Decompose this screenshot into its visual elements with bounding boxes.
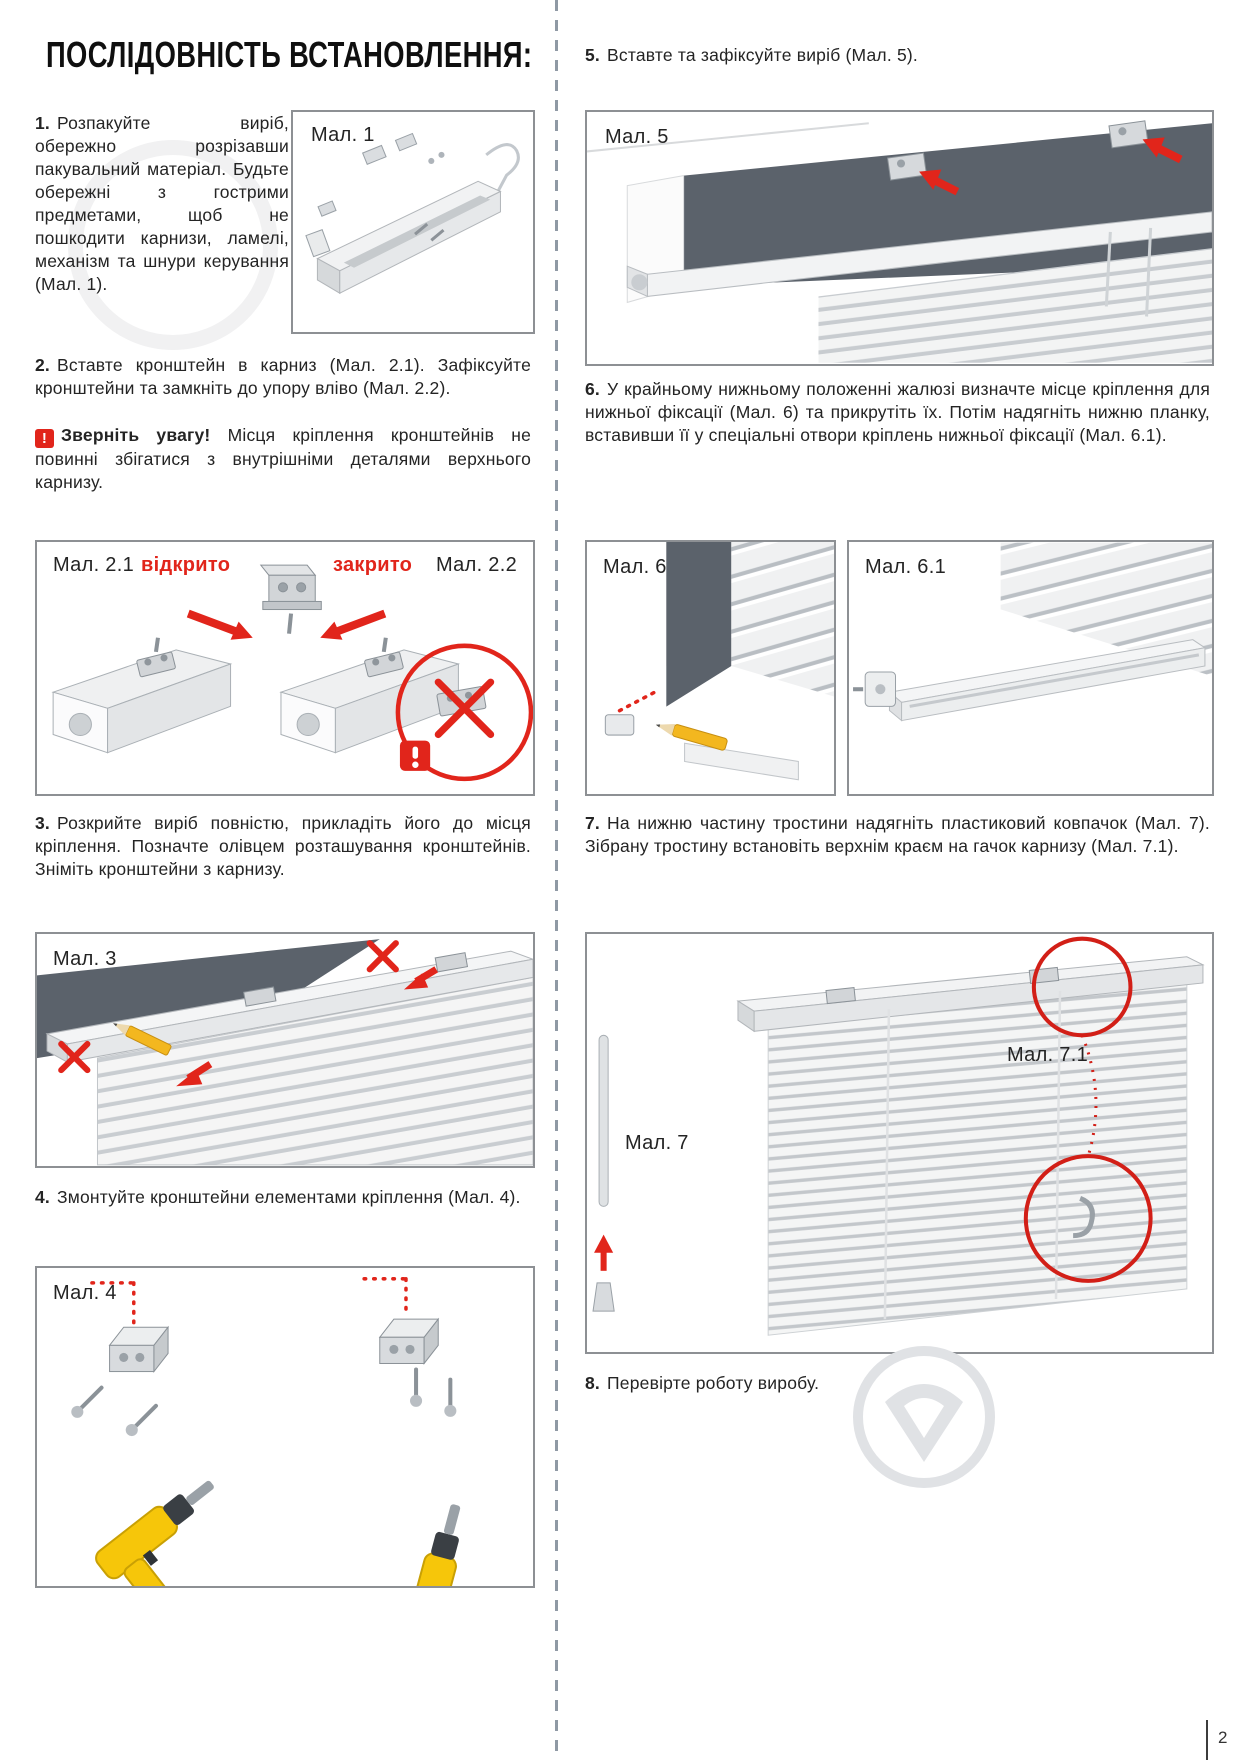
step-7-number: 7. <box>585 813 600 833</box>
closed-label: закрито <box>333 554 413 576</box>
step-8 <box>585 1372 1085 1395</box>
figure-7-box <box>585 932 1214 1354</box>
step-2 <box>35 354 531 400</box>
figure-2-2-label: Мал. 2.2 <box>436 554 517 576</box>
step-1-number: 1. <box>35 113 50 133</box>
step-3-text: Розкрийте виріб повністю, прикладіть його до місця кріплення. Позначте олівцем розташування кронштейнів. Зніміть кронштейни з карнизу. <box>35 813 531 879</box>
bracket-icon <box>888 153 927 180</box>
bottom-rail <box>889 640 1204 721</box>
figure-4-box <box>35 1266 535 1588</box>
figure-6-illustration <box>587 542 834 794</box>
step-4 <box>35 1186 531 1209</box>
figure-4-label: Мал. 4 <box>53 1282 117 1304</box>
page-number: 2 <box>1218 1728 1228 1747</box>
page-number-divider <box>1206 1720 1208 1760</box>
bracket-icon <box>261 565 321 609</box>
arrow-up-icon <box>594 1235 613 1271</box>
step-4-number: 4. <box>35 1187 50 1207</box>
figure-3-label: Мал. 3 <box>53 948 117 970</box>
figure-4-illustration <box>37 1268 533 1586</box>
step-6-number: 6. <box>585 379 600 399</box>
step-8-number: 8. <box>585 1373 600 1393</box>
red-dashed-guide <box>620 690 659 710</box>
step-1-text: Розпакуйте виріб, обережно розрізавши пакувальний матеріал. Будьте обережні з гострими предметами, щоб не пошкодити карнизи, ламелі, механізм та шнури керування (Мал. 1). <box>35 113 289 294</box>
step-8-text: Перевірте роботу виробу. <box>607 1373 820 1393</box>
step-5-number: 5. <box>585 45 600 65</box>
step-3 <box>35 812 531 881</box>
arrow-icon <box>188 614 385 640</box>
bracket-icon <box>826 988 855 1004</box>
step-7 <box>585 812 1210 858</box>
figure-1-label: Мал. 1 <box>311 124 375 146</box>
headrail <box>317 181 500 293</box>
step-5-text: Вставте та зафіксуйте виріб (Мал. 5). <box>607 45 918 65</box>
step-1 <box>35 112 289 296</box>
figure-6-1-label: Мал. 6.1 <box>865 556 946 578</box>
figure-7-1-label: Мал. 7.1 <box>1007 1044 1088 1066</box>
step-6-text: У крайньому нижньому положенні жалюзі визначте місце кріплення для нижньої фіксації (Мал. 6) та прикрутіть їх. Потім надягніть нижню планку, вставивши її у спеціальні отвори кріплень нижньої фіксації (Мал. 6.1). <box>585 379 1210 445</box>
step-2-number: 2. <box>35 355 50 375</box>
figure-5-box <box>585 110 1214 366</box>
step-2-warning <box>35 424 531 494</box>
blind-slats <box>731 542 834 696</box>
tilt-wand <box>599 1035 608 1206</box>
figure-6-1-illustration <box>849 542 1212 794</box>
warning-icon: ! <box>35 429 54 448</box>
figure-7-label: Мал. 7 <box>625 1132 689 1154</box>
step-7-text: На нижню частину тростини надягніть пластиковий ковпачок (Мал. 7). Зібрану тростину встановіть верхнім краєм на гачок карнизу (Мал. 7.1). <box>585 813 1210 856</box>
fix-clip <box>605 715 633 735</box>
fix-clip <box>865 672 895 706</box>
red-dashed-guides <box>89 1279 406 1325</box>
figure-2-box <box>35 540 535 796</box>
step-3-number: 3. <box>35 813 50 833</box>
warning-title: Зверніть увагу! <box>61 425 211 445</box>
figure-3-box <box>35 932 535 1168</box>
figure-5-illustration <box>587 112 1212 364</box>
bracket-icon <box>380 1319 438 1363</box>
bottom-rail <box>685 743 799 780</box>
drill-icon <box>92 1471 257 1586</box>
figure-5-label: Мал. 5 <box>605 126 669 148</box>
figure-6-1-box <box>847 540 1214 796</box>
wand-cap <box>593 1283 614 1311</box>
figure-6-label: Мал. 6 <box>603 556 667 578</box>
drill-icon <box>404 1501 528 1586</box>
blind-slats <box>768 973 1187 1335</box>
screws <box>71 1370 456 1437</box>
step-4-text: Змонтуйте кронштейни елементами кріплення (Мал. 4). <box>57 1187 521 1207</box>
figure-6-box <box>585 540 836 796</box>
figure-1-box <box>291 110 535 334</box>
window-opening <box>666 542 731 707</box>
page-title: ПОСЛІДОВНІСТЬ ВСТАНОВЛЕННЯ: <box>46 34 533 75</box>
step-6 <box>585 378 1210 447</box>
exclamation-icon <box>400 741 430 771</box>
end-cap <box>306 230 330 257</box>
figure-2-1-label: Мал. 2.1 <box>53 554 134 576</box>
step-5 <box>585 44 1210 67</box>
step-2-text: Вставте кронштейн в карниз (Мал. 2.1). Зафіксуйте кронштейни та замкніть до упору вліво (Мал. 2.2). <box>35 355 531 398</box>
warning-text: Місця кріплення кронштейнів не повинні збігатися з внутрішніми деталями верхнього карнизу. <box>35 425 532 492</box>
red-cross-icon <box>370 943 396 969</box>
open-label: відкрито <box>141 554 231 576</box>
column-divider <box>555 0 558 1760</box>
figure-2-illustration <box>37 542 533 794</box>
bracket-icon <box>1109 121 1148 148</box>
bracket-icon <box>110 1327 168 1371</box>
watermark-logo <box>845 1338 1003 1496</box>
